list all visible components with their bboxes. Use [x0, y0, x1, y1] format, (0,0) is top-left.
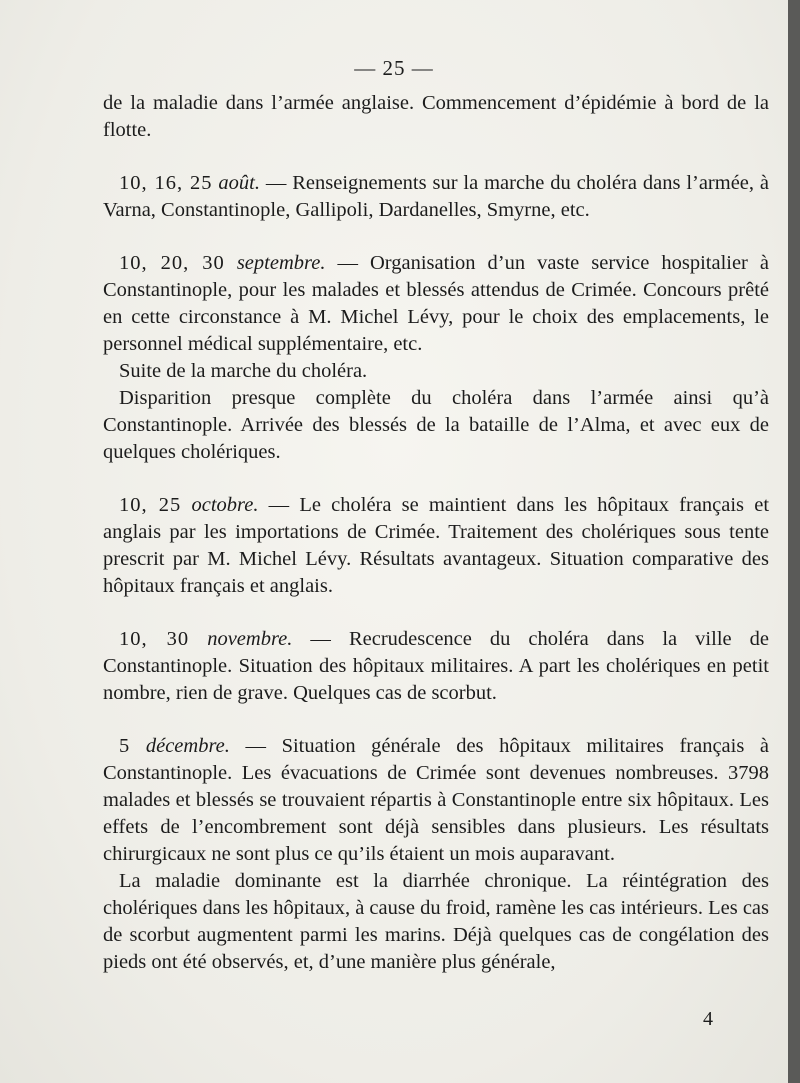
date-month: novembre.: [207, 628, 293, 650]
paragraph-suite: [103, 358, 769, 385]
paragraph-september: [103, 250, 769, 358]
paragraph-text: — Le choléra se maintient dans les hôpitaux français et anglais par les importations de Crimée. Traitement des cholériques sous tente prescrit par M. Michel Lévy. Résultats avantageux. Situation comparative des hôpitaux français et anglais.: [103, 494, 770, 597]
date-days: 10, 20, 30: [119, 252, 225, 274]
date-month: août.: [218, 172, 260, 194]
date-days: 10, 25: [119, 494, 182, 516]
date-days: 10, 30: [119, 628, 190, 650]
paragraph-text: Disparition presque complète du choléra dans l’armée ainsi qu’à Constantinople. Arrivée des blessés de la bataille de l’Alma, et avec eux de quelques cholériques.: [103, 387, 769, 463]
signature-mark: 4: [703, 1008, 713, 1030]
paragraph-continuation: [103, 90, 769, 144]
paragraph-text: — Situation générale des hôpitaux militaires français à Constantinople. Les évacuations de Crimée sont devenues nombreuses. 3798 malades et blessés se trouvaient répartis à Constantinople entre six hôpitaux. Les effets de l’encombrement sont déjà sensibles dans plusieurs. Les résultats chirurgicaux ne sont plus ce qu’ils étaient un mois auparavant.: [103, 735, 769, 865]
paragraph-text: La maladie dominante est la diarrhée chronique. La réintégration des cholériques dans les hôpitaux, à cause du froid, ramène les cas intérieurs. Les cas de scorbut augmentent parmi les marins. Déjà quelques cas de congélation des pieds ont été observés, et, d’une manière plus générale,: [103, 870, 770, 973]
date-month: septembre.: [236, 252, 326, 274]
paragraph-disparition: [103, 385, 769, 466]
paragraph-text: — Organisation d’un vaste service hospitalier à Constantinople, pour les malades et blessés attendus de Crimée. Concours prêté en cette circonstance à M. Michel Lévy, pour le choix des emplacements, le personnel médical supplémentaire, etc.: [103, 252, 770, 355]
paragraph-november: [103, 626, 769, 707]
date-month: décembre.: [145, 735, 230, 757]
paragraph-october: [103, 492, 769, 600]
body-text: [103, 90, 769, 976]
paragraph-text: — Recrudescence du choléra dans la ville de Constantinople. Situation des hôpitaux militaires. A part les cholériques en petit nombre, rien de grave. Quelques cas de scorbut.: [103, 628, 769, 704]
paragraph-text: Suite de la marche du choléra.: [119, 360, 368, 382]
paragraph-text: — Renseignements sur la marche du choléra dans l’armée, à Varna, Constantinople, Gallipoli, Dardanelles, Smyrne, etc.: [103, 172, 770, 221]
paragraph-maladie-dominante: [103, 868, 769, 976]
paragraph-text: de la maladie dans l’armée anglaise. Commencement d’épidémie à bord de la flotte.: [103, 92, 769, 141]
date-month: octobre.: [191, 494, 259, 516]
paragraph-december: [103, 733, 769, 868]
paragraph-august: [103, 170, 769, 224]
date-days: 5: [119, 735, 131, 757]
date-days: 10, 16, 25: [119, 172, 213, 194]
page-number: — 25 —: [354, 56, 434, 80]
